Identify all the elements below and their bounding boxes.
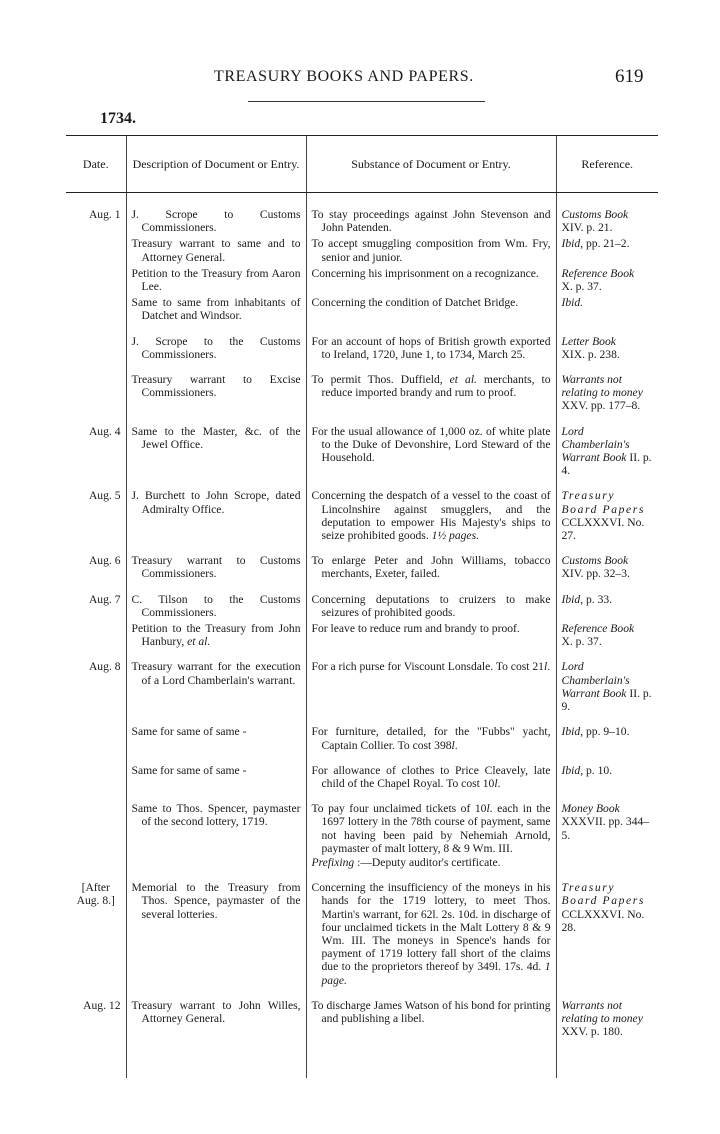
entry-reference	[556, 622, 658, 660]
table-row	[66, 267, 658, 296]
description-text: Treasury warrant to Customs Commissioners.	[131, 554, 301, 581]
entry-date	[66, 267, 126, 296]
page-count-note: 1½ pages.	[431, 529, 479, 543]
column-header-reference: Reference.	[556, 136, 658, 193]
prefixing-label: Prefixing	[311, 855, 355, 869]
substance-text: To accept smuggling composition from Wm. Fry, senior and junior.	[311, 237, 551, 264]
reference-locator: XIX. p. 238.	[561, 347, 620, 361]
substance-part: merchants, to reduce imported brandy and rum to proof.	[321, 373, 551, 400]
entry-description	[126, 881, 306, 999]
description-text: Treasury warrant to Excise Commissioners.	[131, 373, 301, 400]
substance-part: Concerning the insufficiency of the moneys in his hands for the 1719 lottery, to meet Thos. Martin's warrant, for 62l. 2s. 10d. in discharge of four unclaimed tickets in the Malt Lottery 8 & 9 Wm. III. The moneys in Spence's hands for payment of 1719 lottery fall short of the claims due to the proprietors thereof by 349l. 17s. 4d.	[311, 881, 551, 974]
entry-reference	[556, 554, 658, 592]
entry-date	[66, 373, 126, 425]
substance-italic: l	[494, 776, 498, 790]
substance-part: For furniture, detailed, for the "Fubbs" yacht, Captain Collier. To cost 398	[311, 725, 551, 752]
reference-book: Customs Book	[561, 554, 629, 568]
entry-description	[126, 425, 306, 490]
description-text: Treasury warrant to same and to Attorney General.	[131, 237, 301, 264]
reference-book: Customs Book	[561, 208, 629, 221]
reference-book: Ibid	[561, 763, 581, 777]
entry-description	[126, 296, 306, 334]
substance-part: To permit Thos. Duffield,	[311, 373, 450, 387]
entry-substance	[306, 335, 556, 373]
table-row	[66, 725, 658, 763]
entry-description	[126, 193, 306, 238]
entry-date	[66, 802, 126, 881]
entry-description	[126, 999, 306, 1079]
reference-book: Reference Book	[561, 622, 635, 636]
entry-date: Aug. 1	[88, 208, 121, 221]
entry-substance	[306, 725, 556, 763]
entry-date: Aug. 6	[88, 554, 121, 568]
entry-reference	[556, 425, 658, 490]
running-title: TREASURY BOOKS AND PAPERS.	[214, 68, 474, 85]
substance-text	[312, 489, 551, 542]
reference-book: Ibid	[561, 725, 581, 739]
reference-locator: XIV. pp. 32–3.	[561, 567, 630, 581]
reference-locator: , p. 33.	[580, 592, 613, 606]
table-row	[66, 425, 658, 490]
substance-part: .	[454, 738, 458, 752]
reference-locator: , p. 10.	[580, 763, 613, 777]
entry-date	[66, 764, 126, 802]
entry-substance	[306, 622, 556, 660]
reference-locator: X. p. 37.	[561, 280, 602, 294]
substance-part: Concerning the despatch of a vessel to the coast of Lincolnshire against smugglers, and the deputation to empower His Majesty's ships to seize prohibited goods.	[311, 489, 551, 543]
substance-text	[312, 660, 551, 673]
reference-book: Treasury Board Papers	[561, 489, 645, 516]
table-row	[66, 802, 658, 881]
entry-description	[126, 660, 306, 725]
table-row	[66, 881, 658, 999]
entry-reference	[556, 489, 658, 554]
entry-substance	[306, 296, 556, 334]
reference-book: Warrants not relating to money	[561, 373, 643, 400]
description-text: Same to the Master, &c. of the Jewel Office.	[131, 424, 301, 451]
substance-italic: et al.	[449, 373, 477, 387]
substance-text	[312, 373, 551, 399]
prefixing-text: :—Deputy auditor's certificate.	[354, 855, 501, 869]
table-row	[66, 660, 658, 725]
reference-locator: , pp. 9–10.	[580, 725, 630, 739]
entry-reference	[556, 237, 658, 266]
entry-description	[126, 622, 306, 660]
substance-text: To enlarge Peter and John Williams, tobacco merchants, Exeter, failed.	[311, 554, 551, 581]
reference-locator: II. p. 9.	[561, 686, 652, 714]
description-text: J. Scrope to the Customs Commissioners.	[131, 334, 301, 361]
calendar-table	[66, 135, 658, 1078]
entry-description	[126, 764, 306, 802]
entry-substance	[306, 999, 556, 1079]
substance-part: For allowance of clothes to Price Cleavely, late child of the Chapel Royal. To cost 10	[311, 763, 551, 790]
entry-reference	[556, 267, 658, 296]
column-header-description: Description of Document or Entry.	[126, 136, 306, 193]
description-text: C. Tilson to the Customs Commissioners.	[131, 592, 301, 619]
entry-description	[126, 489, 306, 554]
entry-substance	[306, 237, 556, 266]
description-text: Same to Thos. Spencer, paymaster of the second lottery, 1719.	[131, 802, 301, 829]
substance-italic: l	[451, 738, 455, 752]
entry-date	[66, 725, 126, 763]
substance-part: .	[497, 776, 501, 790]
reference-book: Lord Chamberlain's Warrant Book	[561, 660, 630, 700]
entry-substance	[306, 267, 556, 296]
table-row	[66, 593, 658, 622]
substance-text	[312, 725, 551, 751]
substance-text: For an account of hops of British growth exported to Ireland, 1720, June 1, to 1734, March 25.	[311, 334, 551, 361]
reference-book: Ibid	[561, 237, 581, 251]
entry-reference	[556, 725, 658, 763]
entry-reference	[556, 335, 658, 373]
substance-text: To stay proceedings against John Stevenson and John Patenden.	[311, 208, 551, 235]
substance-italic: l	[486, 802, 490, 816]
table-row	[66, 335, 658, 373]
entry-reference	[556, 373, 658, 425]
entry-reference	[556, 660, 658, 725]
entry-substance	[306, 425, 556, 490]
entry-substance	[306, 373, 556, 425]
header-rule	[248, 101, 485, 102]
column-header-date: Date.	[66, 136, 126, 193]
reference-book: Ibid.	[561, 296, 584, 310]
entry-date: Aug. 4	[88, 424, 121, 438]
entry-substance	[306, 881, 556, 999]
entry-substance	[306, 660, 556, 725]
substance-text: To discharge James Watson of his bond for printing and publishing a libel.	[311, 998, 551, 1025]
substance-text	[312, 881, 551, 987]
column-header-substance: Substance of Document or Entry.	[306, 136, 556, 193]
entry-date	[66, 335, 126, 373]
entry-reference	[556, 593, 658, 622]
reference-locator: CCLXXXVI. No. 28.	[561, 907, 645, 934]
reference-locator: X. p. 37.	[561, 635, 602, 649]
table-row	[66, 622, 658, 660]
entry-date: Aug. 12	[83, 998, 121, 1012]
description-text: J. Burchett to John Scrope, dated Admiralty Office.	[131, 489, 301, 516]
entry-date: [After Aug. 8.]	[76, 881, 115, 908]
reference-book: Reference Book	[561, 266, 635, 280]
substance-part: For a rich purse for Viscount Lonsdale. To cost 21	[311, 660, 544, 674]
description-text: Memorial to the Treasury from Thos. Spence, paymaster of the several lotteries.	[131, 881, 301, 921]
description-text: Same for same of same -	[131, 725, 247, 739]
year-heading: 1734.	[100, 110, 136, 127]
substance-part: . each in the 1697 lottery in the 78th course of payment, same not having been paid by Nehemiah Arnold, paymaster of malt lottery, 8 & 9 Wm. III.	[321, 802, 551, 855]
substance-italic: l	[543, 660, 548, 674]
table-row	[66, 237, 658, 266]
entry-date	[66, 237, 126, 266]
entry-date: Aug. 5	[88, 489, 121, 503]
entry-substance	[306, 489, 556, 554]
reference-book: Money Book	[561, 802, 620, 816]
entry-substance	[306, 802, 556, 881]
entry-description	[126, 554, 306, 592]
entry-substance	[306, 593, 556, 622]
entry-substance	[306, 193, 556, 238]
substance-text: For leave to reduce rum and brandy to proof.	[311, 622, 520, 636]
table-row	[66, 554, 658, 592]
table-row	[66, 764, 658, 802]
entry-description	[126, 373, 306, 425]
reference-locator: XXV. pp. 177–8.	[561, 399, 641, 413]
substance-part: To pay four unclaimed tickets of 10	[311, 802, 487, 816]
prefixing-note	[312, 856, 551, 869]
description-italic: et al.	[187, 635, 211, 649]
substance-text: Concerning his imprisonment on a recognizance.	[311, 266, 539, 280]
reference-book: Treasury Board Papers	[561, 881, 645, 908]
reference-locator: CCLXXXVI. No. 27.	[561, 515, 645, 543]
entry-reference	[556, 881, 658, 999]
substance-part: .	[547, 660, 551, 674]
substance-text: Concerning deputations to cruizers to make seizures of prohibited goods.	[311, 592, 551, 619]
table-row	[66, 999, 658, 1079]
reference-locator: XXXVII. pp. 344–5.	[561, 815, 650, 842]
entry-reference	[556, 193, 658, 238]
reference-book: Letter Book	[561, 334, 616, 348]
description-part: Petition to the Treasury from John Hanbury,	[131, 622, 301, 649]
table-row	[66, 373, 658, 425]
reference-locator: XXV. p. 180.	[561, 1025, 623, 1039]
page-count-note: 1 page.	[321, 960, 551, 987]
entry-reference	[556, 764, 658, 802]
entry-date: Aug. 8	[88, 660, 121, 674]
entry-reference	[556, 999, 658, 1079]
description-text: Treasury warrant for the execution of a Lord Chamberlain's warrant.	[131, 660, 301, 687]
substance-text: Concerning the condition of Datchet Bridge.	[311, 296, 519, 310]
reference-book: Warrants not relating to money	[561, 998, 643, 1025]
description-text: Same for same of same -	[131, 763, 247, 777]
table-row	[66, 296, 658, 334]
table-header-row	[66, 136, 658, 193]
entry-substance	[306, 764, 556, 802]
entry-description	[126, 802, 306, 881]
substance-text	[312, 764, 551, 790]
reference-book: Lord Chamberlain's Warrant Book	[561, 424, 630, 465]
substance-text	[312, 802, 551, 855]
entry-date	[66, 622, 126, 660]
reference-locator: XIV. p. 21.	[561, 221, 613, 235]
page-number: 619	[615, 66, 644, 87]
entry-description	[126, 593, 306, 622]
reference-book: Ibid	[561, 592, 581, 606]
reference-locator: II. p. 4.	[561, 451, 652, 478]
description-text: Same to same from inhabitants of Datchet and Windsor.	[131, 296, 301, 323]
entry-substance	[306, 554, 556, 592]
entry-description	[126, 237, 306, 266]
description-text: J. Scrope to Customs Commissioners.	[131, 208, 301, 235]
entry-reference	[556, 802, 658, 881]
description-text: Petition to the Treasury from Aaron Lee.	[131, 266, 301, 294]
reference-locator: , pp. 21–2.	[580, 237, 630, 251]
entry-reference	[556, 296, 658, 334]
table-row	[66, 193, 658, 238]
entry-description	[126, 267, 306, 296]
description-text	[132, 622, 301, 648]
entry-date	[66, 296, 126, 334]
substance-text: For the usual allowance of 1,000 oz. of white plate to the Duke of Devonshire, Lord Steward of the Household.	[311, 424, 551, 465]
entry-date: Aug. 7	[88, 592, 121, 606]
entry-description	[126, 335, 306, 373]
description-text: Treasury warrant to John Willes, Attorney General.	[131, 998, 301, 1025]
running-head	[0, 68, 720, 90]
table-row	[66, 489, 658, 554]
entry-description	[126, 725, 306, 763]
